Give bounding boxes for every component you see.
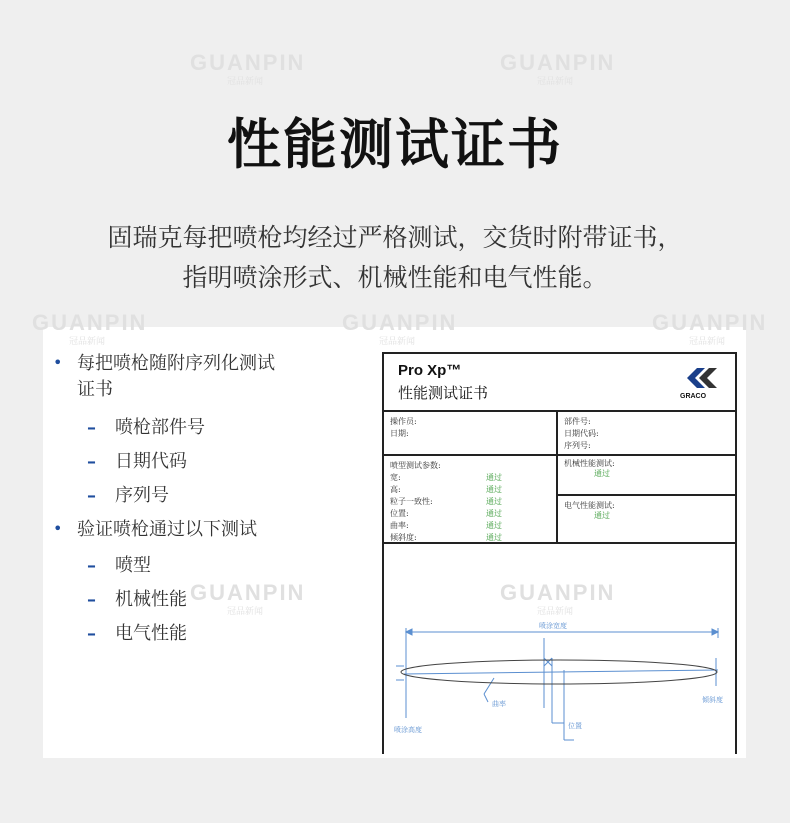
divider <box>384 542 735 544</box>
content-panel <box>43 327 746 758</box>
watermark-brand: GUANPIN <box>500 580 616 605</box>
sub-item-date-code: 日期代码 <box>115 451 187 472</box>
bullet-1-line-2: 证书 <box>77 379 113 400</box>
watermark-cn: 冠品新闻 <box>688 336 725 346</box>
operator-label: 操作员: <box>390 417 417 426</box>
spray-result: 通过 <box>486 497 502 506</box>
diagram-label-curvature: 曲率 <box>492 700 506 708</box>
watermark-cn: 冠品新闻 <box>226 76 263 86</box>
watermark-cn: 冠品新闻 <box>68 336 105 346</box>
sub-dash: – <box>87 451 96 472</box>
spray-result: 通过 <box>486 485 502 494</box>
watermark-brand: GUANPIN <box>32 310 148 335</box>
watermark-mid-left <box>32 310 148 346</box>
logo-text: GRACO <box>680 393 707 400</box>
spray-result: 通过 <box>486 473 502 482</box>
watermark-cn: 冠品新闻 <box>226 606 263 616</box>
watermark-brand: GUANPIN <box>190 580 306 605</box>
watermark-low-left <box>190 580 306 616</box>
sub-dash: – <box>87 485 96 506</box>
spray-test-title: 喷型测试参数: <box>390 461 441 470</box>
spray-result: 通过 <box>486 521 502 530</box>
sub-dash: – <box>87 555 96 576</box>
bullet-2-line-1: 验证喷枪通过以下测试 <box>77 519 257 540</box>
certificate-header <box>384 354 735 412</box>
subtitle-line-1: 固瑞克每把喷枪均经过严格测试，交货时附带证书， <box>107 223 683 252</box>
mechanical-test-title: 机械性能测试: <box>564 459 615 468</box>
certificate-product: Pro Xp™ <box>398 362 462 379</box>
divider <box>556 410 558 454</box>
diagram-label-width: 喷涂宽度 <box>539 622 567 630</box>
sub-item-part-number: 喷枪部件号 <box>115 417 205 438</box>
watermark-brand: GUANPIN <box>342 310 458 335</box>
part-number-label: 部件号: <box>564 417 591 426</box>
spray-param: 高: <box>390 485 401 494</box>
certificate-title: 性能测试证书 <box>398 385 489 402</box>
date-label: 日期: <box>390 429 409 438</box>
sub-dash: – <box>87 589 96 610</box>
sub-dash: – <box>87 623 96 644</box>
sub-item-mechanical: 机械性能 <box>115 589 187 610</box>
subtitle-line-2: 指明喷涂形式、机械性能和电气性能。 <box>182 263 608 292</box>
mechanical-test-result: 通过 <box>594 469 610 478</box>
spray-param: 倾斜度: <box>390 533 417 542</box>
spray-result: 通过 <box>486 533 502 542</box>
bullet-dot: • <box>53 353 63 372</box>
spray-param: 曲率: <box>390 521 409 530</box>
watermark-brand: GUANPIN <box>500 50 616 75</box>
date-code-label: 日期代码: <box>564 429 599 438</box>
page-subtitle <box>0 218 790 298</box>
diagram-label-tilt: 倾斜度 <box>702 696 723 704</box>
diagram-label-position: 位置 <box>568 722 582 730</box>
sub-dash: – <box>87 417 96 438</box>
sub-item-electrical: 电气性能 <box>115 623 187 644</box>
diagram-label-height: 喷涂高度 <box>394 726 422 734</box>
page-title: 性能测试证书 <box>227 113 563 176</box>
electrical-test-result: 通过 <box>594 511 610 520</box>
watermark-mid-right <box>652 310 768 346</box>
watermark-cn: 冠品新闻 <box>378 336 415 346</box>
sub-item-spray-pattern: 喷型 <box>115 555 151 576</box>
watermark-cn: 冠品新闻 <box>536 606 573 616</box>
watermark-mid-center <box>342 310 458 346</box>
electrical-test-title: 电气性能测试: <box>564 501 615 510</box>
spray-pattern-diagram <box>384 598 735 754</box>
spray-result: 通过 <box>486 509 502 518</box>
watermark-brand: GUANPIN <box>652 310 768 335</box>
sub-item-serial-number: 序列号 <box>115 485 169 506</box>
watermark-top-right <box>500 50 616 86</box>
spray-param: 位置: <box>390 509 409 518</box>
certificate-document <box>382 352 737 754</box>
divider <box>556 454 558 542</box>
spray-param: 宽: <box>390 473 401 482</box>
serial-number-label: 序列号: <box>564 441 591 450</box>
bullet-1-line-1: 每把喷枪随附序列化测试 <box>77 353 275 374</box>
divider <box>384 454 735 456</box>
spray-param: 粒子一致性: <box>390 497 433 506</box>
bullet-dot: • <box>53 519 63 538</box>
watermark-cn: 冠品新闻 <box>536 76 573 86</box>
watermark-brand: GUANPIN <box>190 50 306 75</box>
divider <box>556 494 735 496</box>
watermark-top-left <box>190 50 306 86</box>
watermark-low-right <box>500 580 616 616</box>
